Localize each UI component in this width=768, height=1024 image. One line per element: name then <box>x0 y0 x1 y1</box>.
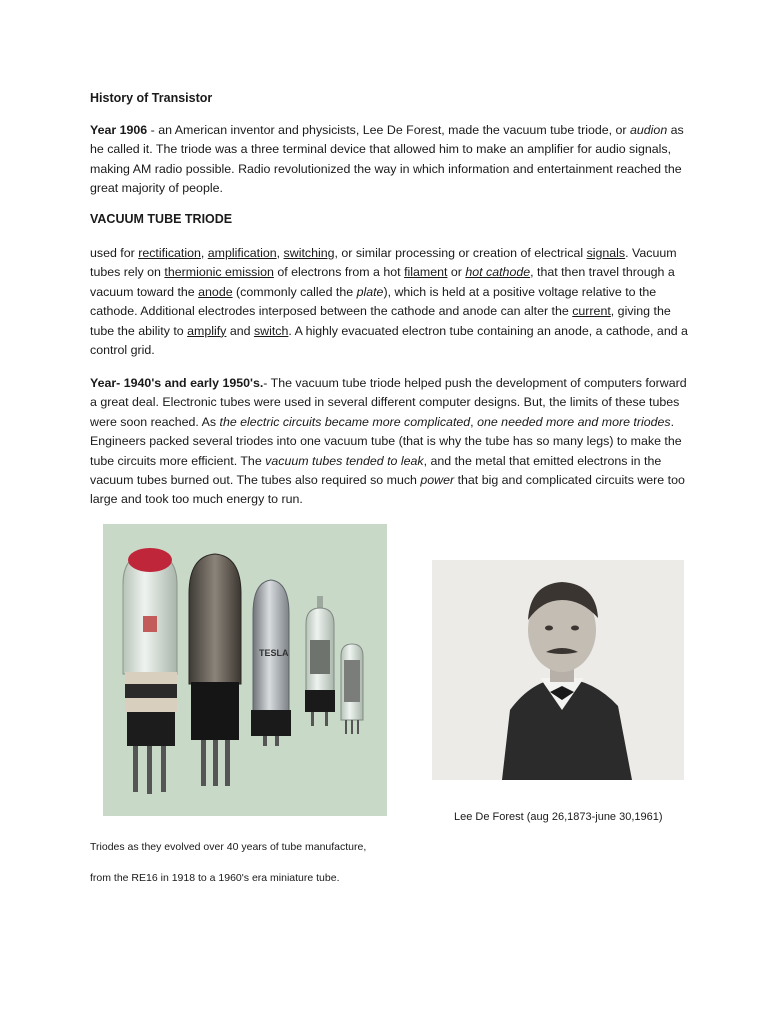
text-span: - The vacuum tube triode helped push the development of computers forward a great deal. Electronic tubes were used in several different computer designs. But, the limits of these tubes were soon reached. As <box>90 376 687 429</box>
text-span: , or similar processing or creation of electrical <box>334 246 587 260</box>
paragraph-1906 <box>90 121 690 199</box>
text-span: and <box>226 323 254 338</box>
lee-de-forest-portrait <box>432 560 684 780</box>
link-switch[interactable]: switch <box>253 323 289 338</box>
text-span: , <box>470 414 478 429</box>
text-span: of electrons from a hot <box>273 265 405 280</box>
link-anode[interactable]: anode <box>198 284 233 299</box>
link-signals[interactable]: signals <box>586 246 626 260</box>
text-span: , <box>200 246 208 260</box>
text-span: - an American inventor and physicists, Lee De Forest, made the vacuum tube triode, or <box>147 123 630 137</box>
emphasis-span: power <box>420 473 455 488</box>
text-span: used for <box>90 246 139 260</box>
link-current[interactable]: current <box>572 304 611 319</box>
text-span: . Engineers packed several triodes into one vacuum tube (that is why the tube has so many legs) to make the tube circuits more efficient. The <box>90 414 682 468</box>
tube-label: TESLA <box>259 648 289 658</box>
text-span: that big and complicated circuits were too large and took too much energy to run. <box>90 473 685 507</box>
text-span: , giving the tube the ability to <box>90 304 671 338</box>
text-span: ), which is held at a positive voltage relative to the cathode. Additional electrodes interposed between the cathode and anode can alter the <box>90 284 657 319</box>
tube-re16 <box>123 548 177 794</box>
text-span: , <box>276 246 284 260</box>
emphasis-span: one needed more and more triodes <box>477 414 671 429</box>
text-span: (commonly called the <box>232 284 357 299</box>
link-rectification[interactable]: rectification <box>138 246 201 260</box>
text-span: , that then travel through a vacuum toward the <box>90 265 675 299</box>
caption-tubes-line-1: Triodes as they evolved over 40 years of tube manufacture, <box>90 841 367 853</box>
emphasis-span: the electric circuits became more complicated <box>219 414 471 429</box>
paragraph-vacuum-tube <box>90 244 690 360</box>
tube-miniature <box>341 644 363 734</box>
text-span: . A highly evacuated electron tube containing an anode, a cathode, and a control grid. <box>90 323 688 358</box>
audion-term: audion <box>630 123 668 137</box>
tube-tesla <box>251 580 291 746</box>
portrait-illustration <box>432 560 684 780</box>
tube-medium <box>305 596 335 726</box>
year-1940s-label: Year- 1940's and early 1950's. <box>90 376 264 390</box>
text-span: as he called it. The triode was a three terminal device that allowed him to make an amplifier for audio signals, making AM radio possible. Radio revolutionized the way in which information and entertainment reached the great majority of people. <box>90 123 684 196</box>
text-span: , and the metal that emitted electrons in the vacuum tubes burned out. The tubes also required so much <box>90 453 662 488</box>
link-switching[interactable]: switching <box>283 246 335 260</box>
link-hot-cathode[interactable]: hot cathode <box>465 265 531 280</box>
vacuum-tubes-photo <box>103 524 387 816</box>
link-filament[interactable]: filament <box>404 265 448 280</box>
text-span: or <box>447 265 466 280</box>
paragraph-1940s <box>90 374 690 510</box>
link-amplification[interactable]: amplification <box>207 246 277 260</box>
link-amplify[interactable]: amplify <box>187 323 227 338</box>
year-1906-label: Year 1906 <box>90 123 148 137</box>
caption-lee-de-forest: Lee De Forest (aug 26,1873-june 30,1961) <box>454 811 663 823</box>
section-heading-vacuum-tube-triode: VACUUM TUBE TRIODE <box>90 212 233 226</box>
vacuum-tubes-illustration <box>103 524 387 816</box>
plate-term: plate <box>356 284 384 299</box>
page-title: History of Transistor <box>90 91 213 105</box>
text-span: . Vacuum tubes rely on <box>90 246 677 280</box>
link-thermionic-emission[interactable]: thermionic emission <box>164 265 274 280</box>
emphasis-span: vacuum tubes tended to leak <box>265 453 424 468</box>
tube-large <box>189 554 241 786</box>
caption-tubes-line-2: from the RE16 in 1918 to a 1960's era miniature tube. <box>90 872 340 884</box>
